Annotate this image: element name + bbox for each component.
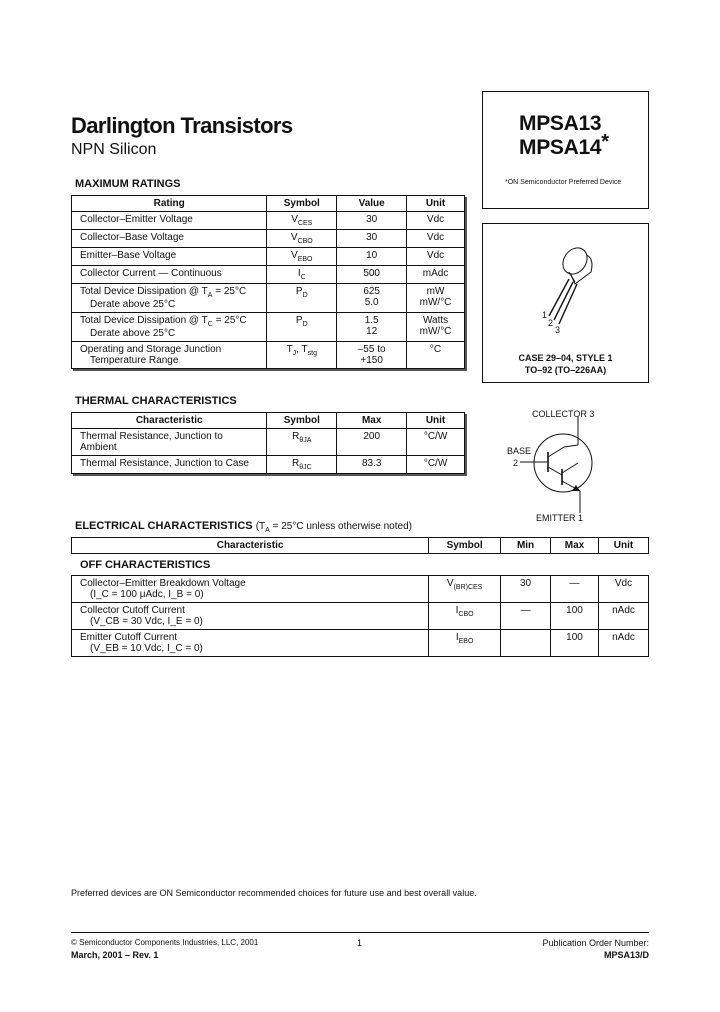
lead-wires	[549, 279, 577, 324]
rating-unit	[407, 313, 465, 342]
symbol-sub: CBO	[297, 238, 313, 245]
symbol-sub: θJA	[299, 437, 312, 444]
rating-derate: Derate above 25°C	[90, 328, 176, 339]
part-number-2-text: MPSA14	[519, 136, 602, 159]
darlington-symbol-icon	[500, 405, 650, 530]
col-max: Max	[551, 538, 599, 554]
electrical-conditions	[256, 521, 412, 532]
symbol-main: V	[291, 214, 298, 225]
collector-label: COLLECTOR 3	[532, 409, 595, 419]
elec-name-text: Emitter Cutoff Current	[80, 632, 178, 643]
table-row	[72, 429, 465, 456]
table-row	[72, 603, 649, 630]
rating-symbol	[267, 212, 337, 230]
symbol-sub: J	[292, 350, 297, 357]
rating-name: Collector Current — Continuous	[72, 266, 267, 284]
symbol-main: R	[291, 458, 300, 469]
rating-name: Emitter–Base Voltage	[72, 248, 267, 266]
page-subtitle: NPN Silicon	[71, 141, 157, 158]
cond-open: (T	[255, 521, 266, 532]
thermal-value: 200	[337, 429, 407, 456]
symbol-main: R	[292, 431, 300, 442]
elec-max: 100	[551, 603, 599, 630]
col-characteristic: Characteristic	[72, 538, 429, 554]
rating-symbol	[267, 248, 337, 266]
footer-divider	[71, 932, 649, 933]
table-row	[72, 313, 465, 342]
publication-label: Publication Order Number:	[542, 938, 649, 948]
col-max: Max	[337, 413, 407, 429]
value-line-2: 5.0	[364, 297, 379, 308]
max-ratings-header-row	[72, 196, 465, 212]
symbol-main: T	[286, 344, 293, 355]
symbol-sub: (BR)CES	[453, 584, 483, 591]
col-rating: Rating	[72, 196, 267, 212]
emitter-label: EMITTER 1	[536, 513, 584, 523]
rating-symbol	[267, 266, 337, 284]
col-unit: Unit	[407, 413, 465, 429]
rating-text: Operating and Storage Junction	[80, 344, 222, 355]
darlington-schematic	[500, 405, 650, 530]
elec-unit: nAdc	[598, 603, 648, 630]
elec-min	[501, 630, 551, 657]
publication-number: MPSA13/D	[603, 950, 649, 960]
preferred-footnote: Preferred devices are ON Semiconductor recommended choices for future use and best overall value.	[71, 888, 477, 898]
elec-min: —	[501, 603, 551, 630]
electrical-table	[71, 537, 649, 657]
elec-name-text: Collector–Emitter Breakdown Voltage	[80, 578, 246, 589]
symbol-main: V	[291, 250, 298, 261]
rating-text-end: = 25°C	[212, 286, 247, 297]
rating-symbol	[267, 313, 337, 342]
thermal-header-row	[72, 413, 465, 429]
symbol-sub: EBO	[297, 256, 313, 263]
symbol-main: V	[446, 578, 454, 589]
pin-label-2: 2	[548, 318, 554, 328]
rating-unit: Vdc	[407, 230, 465, 248]
thermal-symbol	[267, 456, 337, 474]
copyright: © Semiconductor Components Industries, LLC, 2001	[71, 938, 259, 947]
pin-label-3: 3	[555, 325, 561, 335]
max-ratings-table	[71, 195, 465, 369]
electrical-heading-text: ELECTRICAL CHARACTERISTICS	[75, 520, 253, 532]
col-symbol: Symbol	[267, 196, 337, 212]
rating-name: Collector–Base Voltage	[72, 230, 267, 248]
thermal-table	[71, 412, 465, 474]
preferred-asterisk: *	[601, 131, 609, 153]
col-unit: Unit	[598, 538, 648, 554]
col-min: Min	[501, 538, 551, 554]
rating-unit: °C	[407, 342, 465, 369]
rating-value	[337, 284, 407, 313]
symbol-sub: CES	[297, 220, 313, 227]
unit-line-2: mW/°C	[419, 297, 452, 308]
rating-sub: A	[207, 292, 213, 299]
rating-text-2: Temperature Range	[90, 355, 179, 366]
col-unit: Unit	[407, 196, 465, 212]
rating-value: 500	[337, 266, 407, 284]
max-ratings-heading: MAXIMUM RATINGS	[75, 178, 181, 190]
preferred-device-note: *ON Semiconductor Preferred Device	[505, 179, 622, 186]
table-row	[72, 212, 465, 230]
rating-value	[337, 313, 407, 342]
symbol-sub-2: stg	[307, 350, 317, 357]
symbol-main: P	[295, 315, 303, 326]
base-pin-label: 2	[513, 458, 519, 468]
symbol-sub: D	[302, 292, 308, 299]
part-number-box	[482, 91, 649, 209]
thermal-name: Thermal Resistance, Junction to Case	[72, 456, 267, 474]
elec-condition: (I_C = 100 μAdc, I_B = 0)	[90, 589, 204, 600]
table-row	[72, 266, 465, 284]
rating-sub: C	[207, 321, 213, 328]
table-row	[72, 576, 649, 603]
table-row	[72, 248, 465, 266]
thermal-name: Thermal Resistance, Junction to Ambient	[72, 429, 267, 456]
electrical-heading	[75, 520, 412, 534]
rating-value: –55 to +150	[337, 342, 407, 369]
elec-unit: Vdc	[598, 576, 648, 603]
elec-symbol	[429, 576, 501, 603]
off-characteristics-heading: OFF CHARACTERISTICS	[72, 554, 649, 576]
table-row	[72, 284, 465, 313]
rating-symbol	[267, 284, 337, 313]
rating-value: 30	[337, 212, 407, 230]
rating-text: Total Device Dissipation @ T	[80, 286, 208, 297]
symbol-main: V	[290, 232, 298, 243]
rating-value: 10	[337, 248, 407, 266]
elec-symbol	[429, 603, 501, 630]
elec-symbol	[429, 630, 501, 657]
rating-value: 30	[337, 230, 407, 248]
col-symbol: Symbol	[429, 538, 501, 554]
elec-min: 30	[501, 576, 551, 603]
base-label: BASE	[507, 446, 532, 456]
symbol-sub: D	[302, 321, 308, 328]
cond-sub: A	[265, 527, 270, 534]
table-row	[72, 456, 465, 474]
symbol-main-2: , T	[296, 344, 308, 355]
rating-name	[72, 342, 267, 369]
elec-max: 100	[551, 630, 599, 657]
unit-line-1: Watts	[422, 315, 449, 326]
to92-package-drawing	[483, 224, 648, 344]
rating-name	[72, 284, 267, 313]
rating-symbol	[267, 230, 337, 248]
elec-name	[72, 630, 429, 657]
elec-condition: (V_EB = 10 Vdc, I_C = 0)	[90, 643, 203, 654]
symbol-sub: θJC	[299, 464, 312, 471]
symbol-main: I	[455, 605, 459, 616]
rating-derate: Derate above 25°C	[90, 299, 176, 310]
value-line-1: 625	[363, 286, 380, 297]
elec-max: —	[551, 576, 599, 603]
rating-unit	[407, 284, 465, 313]
col-characteristic: Characteristic	[72, 413, 267, 429]
table-row	[72, 342, 465, 369]
thermal-value: 83.3	[337, 456, 407, 474]
symbol-sub: C	[300, 274, 306, 281]
rating-name: Collector–Emitter Voltage	[72, 212, 267, 230]
rating-text: Total Device Dissipation @ T	[80, 315, 208, 326]
value-line-2: 12	[366, 326, 378, 337]
elec-name	[72, 576, 429, 603]
pin-label-1: 1	[542, 310, 548, 320]
electrical-header-row	[72, 538, 649, 554]
rating-unit: Vdc	[407, 212, 465, 230]
col-value: Value	[337, 196, 407, 212]
symbol-main: I	[455, 632, 459, 643]
rating-symbol	[267, 342, 337, 369]
symbol-main: P	[295, 286, 303, 297]
rating-text-end: = 25°C	[212, 315, 247, 326]
package-box	[482, 223, 649, 383]
thermal-symbol	[267, 429, 337, 456]
unit-line-1: mW	[426, 286, 445, 297]
elec-unit: nAdc	[598, 630, 648, 657]
elec-name-text: Collector Cutoff Current	[80, 605, 185, 616]
symbol-main: I	[297, 268, 301, 279]
table-row	[72, 230, 465, 248]
revision-date: March, 2001 – Rev. 1	[71, 950, 159, 960]
thermal-unit: °C/W	[407, 456, 465, 474]
elec-condition: (V_CB = 30 Vdc, I_E = 0)	[90, 616, 203, 627]
page-title: Darlington Transistors	[71, 113, 293, 138]
symbol-sub: CBO	[458, 611, 474, 618]
cond-rest: = 25°C unless otherwise noted)	[269, 521, 412, 532]
page-number: 1	[357, 938, 363, 948]
off-characteristics-row	[72, 554, 649, 576]
case-package: TO–92 (TO–226AA)	[524, 365, 607, 375]
elec-name	[72, 603, 429, 630]
to92-body-icon	[558, 243, 592, 284]
thermal-heading: THERMAL CHARACTERISTICS	[75, 395, 237, 407]
part-number-1: MPSA13	[519, 112, 602, 135]
table-row	[72, 630, 649, 657]
unit-line-2: mW/°C	[419, 326, 452, 337]
value-line-1: 1.5	[364, 315, 379, 326]
rating-name	[72, 313, 267, 342]
thermal-unit: °C/W	[407, 429, 465, 456]
col-symbol: Symbol	[267, 413, 337, 429]
rating-unit: mAdc	[407, 266, 465, 284]
symbol-sub: EBO	[458, 638, 474, 645]
rating-unit: Vdc	[407, 248, 465, 266]
part-number-2	[519, 131, 609, 160]
case-style: CASE 29–04, STYLE 1	[518, 353, 613, 363]
